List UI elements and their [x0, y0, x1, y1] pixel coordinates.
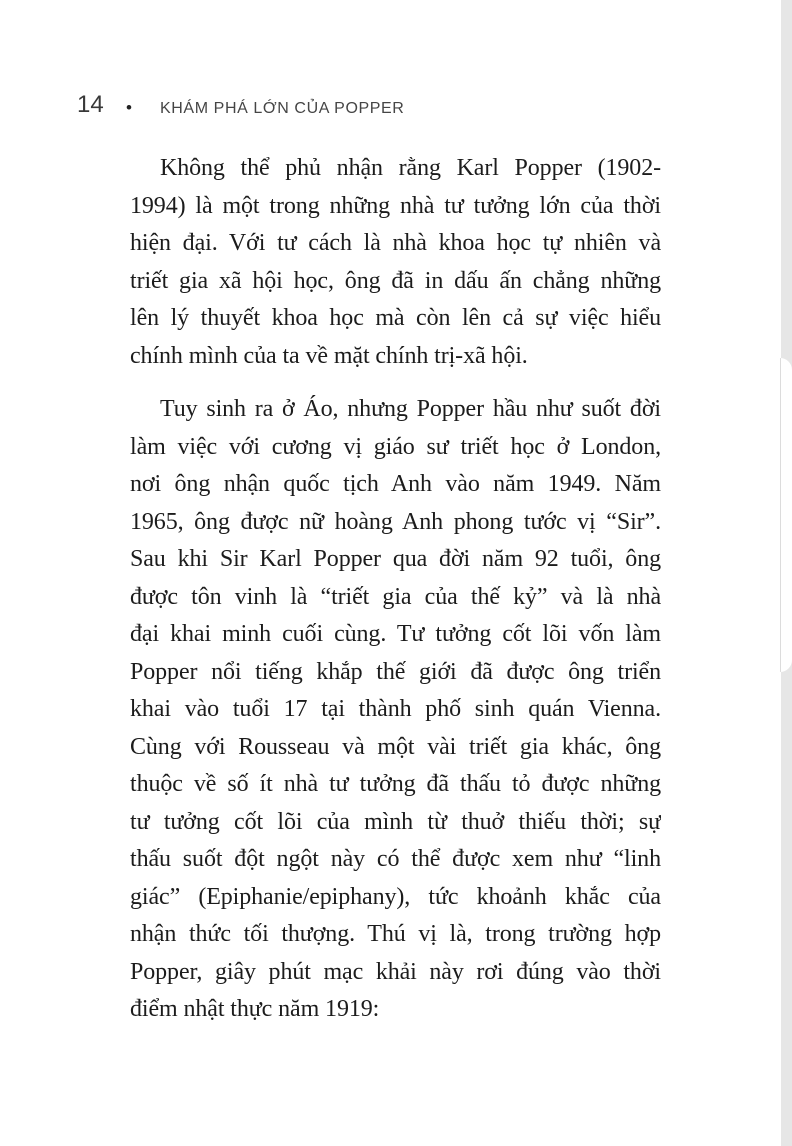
page-number: 14: [77, 91, 104, 118]
text-line: nơi ông nhận quốc tịch Anh vào năm 1949. Năm: [130, 471, 661, 497]
text-line: khai vào tuổi 17 tại thành phố sinh quán Vienna.: [130, 696, 661, 722]
text-line: điểm nhật thực năm 1919:: [130, 996, 380, 1022]
text-line: lên lý thuyết khoa học mà còn lên cả sự việc hiểu: [130, 305, 661, 331]
text-line: được tôn vinh là “triết gia của thế kỷ” và là nhà: [130, 583, 661, 610]
bullet-separator-icon: •: [126, 98, 132, 117]
text-line: Sau khi Sir Karl Popper qua đời năm 92 tuổi, ông: [130, 546, 661, 572]
scrollbar-thumb[interactable]: [780, 358, 792, 672]
text-line: Không thể phủ nhận rằng Karl Popper (1902-: [160, 155, 661, 181]
text-line: giác” (Epiphanie/epiphany), tức khoảnh khắc của: [130, 883, 661, 910]
text-line: 1994) là một trong những nhà tư tưởng lớn của thời: [130, 192, 661, 219]
text-line: 1965, ông được nữ hoàng Anh phong tước vị “Sir”.: [130, 508, 661, 535]
text-line: chính mình của ta về mặt chính trị-xã hội.: [130, 342, 528, 369]
text-line: tư tưởng cốt lõi của mình từ thuở thiếu thời; sự: [130, 808, 661, 835]
paragraph-2: [130, 391, 661, 1029]
body-text: [130, 150, 661, 1029]
text-line: thấu suốt đột ngột này có thể được xem như “linh: [130, 846, 661, 872]
text-line: làm việc với cương vị giáo sư triết học ở London,: [130, 433, 661, 460]
text-line: đại khai minh cuối cùng. Tư tưởng cốt lõi vốn làm: [130, 621, 661, 647]
running-head-title: KHÁM PHÁ LỚN CỦA POPPER: [160, 100, 405, 117]
text-line: hiện đại. Với tư cách là nhà khoa học tự nhiên và: [130, 230, 661, 256]
text-line: Cùng với Rousseau và một vài triết gia khác, ông: [130, 733, 661, 760]
text-line: thuộc về số ít nhà tư tưởng đã thấu tỏ được những: [130, 771, 661, 797]
paragraph-1: [130, 150, 661, 375]
text-line: triết gia xã hội học, ông đã in dấu ấn chẳng những: [130, 267, 661, 294]
text-line: Popper, giây phút mạc khải này rơi đúng vào thời: [130, 958, 661, 985]
text-line: nhận thức tối thượng. Thú vị là, trong trường hợp: [130, 921, 661, 947]
text-line: Popper nổi tiếng khắp thế giới đã được ông triển: [130, 658, 661, 685]
text-line: Tuy sinh ra ở Áo, nhưng Popper hầu như suốt đời: [160, 396, 661, 422]
